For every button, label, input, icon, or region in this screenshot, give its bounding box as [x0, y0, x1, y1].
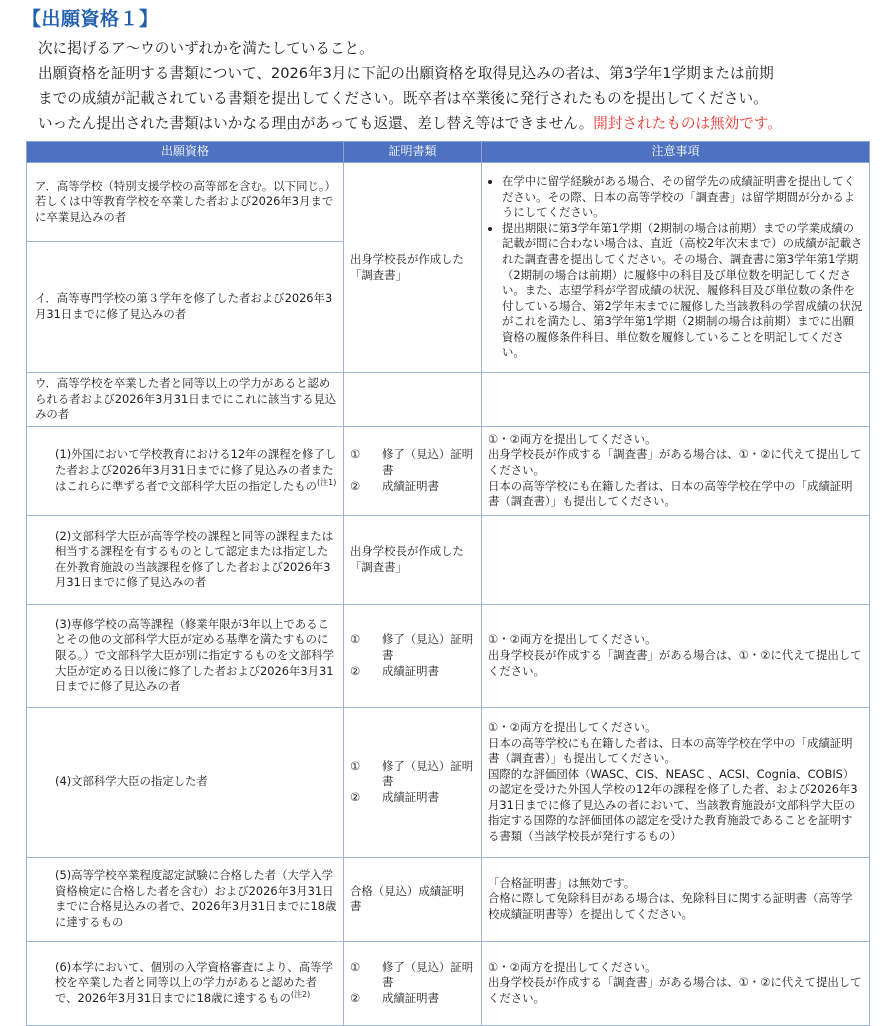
- note-line: 日本の高等学校にも在籍した者は、日本の高等学校在学中の「成績証明書（調査書）」も提出してください。: [488, 735, 853, 766]
- doc-number: ①: [350, 632, 361, 647]
- section-heading: 【出願資格１】: [22, 8, 159, 30]
- doc-label: 修了（見込）証明書: [382, 959, 474, 990]
- qualification-u1-text: (1)外国において学校教育における12年の課程を修了した者および2026年3月31日までに修了見込みの者またはこれらに準ずる者で文部科学大臣の指定したもの: [55, 447, 337, 493]
- qualification-u4: (4)文部科学大臣の指定した者: [27, 707, 344, 857]
- doc-number: ②: [350, 478, 361, 493]
- intro-warning: 開封されたものは無効です。: [593, 115, 782, 132]
- doc-number: ①: [350, 758, 361, 773]
- documents-u6: [344, 941, 482, 1025]
- note-item: • 提出期限に第3学年第1学期（2期制の場合は前期）までの学業成績の記載が間に合わない場合は、直近（高校2年次末まで）の成績が記載された調査書を提出してください。その場合、調査書に第3学年第1学期（2期制の場合は前期）に履修中の科目及び単位数を明記してください。また、志望学科が学習成績の状況、履修科目及び単位数の条件を付している場合、第2学年末までに履修した当該教科の学習成績の状況がこれを満たし、第3学年第1学期（2期制の場合は前期）までに出願資格の履修条件科目、単位数を履修していることを明記してください。: [502, 221, 863, 361]
- footnote-ref: (注1): [317, 477, 337, 487]
- qualification-u5: (5)高等学校卒業程度認定試験に合格した者（大学入学資格検定に合格した者を含む）および2026年3月31日までに合格見込みの者で、2026年3月31日までに18歳に達するもの: [27, 857, 344, 941]
- note-line: ①・②両方を提出してください。: [488, 632, 657, 647]
- table-row: [27, 941, 870, 1025]
- notes-ai: [482, 163, 870, 373]
- doc-label: 修了（見込）証明書: [382, 632, 474, 662]
- qualification-u1: [27, 426, 344, 515]
- note-line: ①・②両方を提出してください。: [488, 431, 657, 446]
- doc-label: 成績証明書: [382, 790, 439, 805]
- note-line: 「合格証明書」は無効です。: [488, 875, 636, 890]
- notes-u3: [482, 604, 870, 707]
- header-documents: 証明書類: [344, 142, 482, 163]
- qualification-u6: [27, 941, 344, 1025]
- footnote-ref: (注2): [290, 990, 311, 1000]
- intro-line-4: [38, 111, 888, 136]
- table-row: [27, 426, 870, 515]
- document-ai: 出身学校長が作成した「調査書」: [344, 163, 482, 373]
- table-row: [27, 857, 870, 941]
- note-line: 日本の高等学校にも在籍した者は、日本の高等学校在学中の「成績証明書（調査書）」も提出してください。: [488, 478, 853, 509]
- note-line: ①・②両方を提出してください。: [488, 959, 657, 974]
- intro-line-1: 次に掲げるア～ウのいずれかを満たしていること。: [38, 40, 374, 57]
- documents-u2: 出身学校長が作成した「調査書」: [344, 515, 482, 604]
- doc-number: ②: [350, 790, 361, 805]
- intro-line-3: までの成績が記載されている書類を提出してください。既卒者は卒業後に発行されたものを提出してください。: [38, 90, 768, 107]
- documents-u1: [344, 426, 482, 515]
- note-line: 出身学校長が作成する「調査書」がある場合は、①・②に代えて提出してください。: [488, 975, 862, 1006]
- table-row: [27, 707, 870, 857]
- doc-label: 修了（見込）証明書: [382, 447, 474, 477]
- documents-u5: 合格（見込）成績証明書: [344, 857, 482, 941]
- note-item: • 在学中に留学経験がある場合、その留学先の成績証明書を提出してください。その際、日本の高等学校の「調査書」は留学期間が分かるようにしてください。: [502, 174, 863, 221]
- note-line: 出身学校長が作成する「調査書」がある場合は、①・②に代えて提出してください。: [488, 647, 862, 678]
- note-line: 合格に際して免除科目がある場合は、免除科目に関する証明書（高等学校成績証明書等）を提出してください。: [488, 891, 853, 922]
- empty-cell: [482, 373, 870, 427]
- table-header-row: [27, 142, 870, 163]
- header-notes: 注意事項: [482, 142, 870, 163]
- qualification-i: イ．高等専門学校の第３学年を修了した者および2026年3月31日までに修了見込みの者: [27, 242, 344, 373]
- header-qualification: 出願資格: [27, 142, 344, 163]
- doc-label: 成績証明書: [382, 991, 439, 1006]
- notes-u4: [482, 707, 870, 857]
- qualification-table: [26, 141, 870, 1026]
- doc-number: ①: [350, 447, 361, 462]
- qualification-u6-text: (6)本学において、個別の入学資格審査により、高等学校を卒業した者と同等以上の学力があると認めた者で、2026年3月31日までに18歳に達するもの: [55, 959, 333, 1006]
- intro-text: [38, 36, 888, 136]
- doc-label: 成績証明書: [382, 663, 439, 678]
- table-row: [27, 163, 870, 242]
- doc-number: ②: [350, 991, 361, 1006]
- qualification-u: ウ．高等学校を卒業した者と同等以上の学力があると認められる者および2026年3月31日までにこれに該当する見込みの者: [27, 373, 344, 427]
- doc-label: 修了（見込）証明書: [382, 758, 474, 789]
- documents-u4: [344, 707, 482, 857]
- note-line: ①・②両方を提出してください。: [488, 719, 657, 734]
- doc-label: 成績証明書: [382, 478, 439, 493]
- intro-line-4-text: いったん提出された書類はいかなる理由があっても返還、差し替え等はできません。: [38, 115, 594, 132]
- documents-u3: [344, 604, 482, 707]
- doc-number: ②: [350, 663, 361, 678]
- note-line: 出身学校長が作成する「調査書」がある場合は、①・②に代えて提出してください。: [488, 447, 862, 477]
- qualification-a: ア．高等学校（特別支援学校の高等部を含む。以下同じ。）若しくは中等教育学校を卒業した者および2026年3月までに卒業見込みの者: [27, 163, 344, 242]
- qualification-u2: (2)文部科学大臣が高等学校の課程と同等の課程または相当する課程を有するものとして認定または指定した在外教育施設の当該課程を修了した者および2026年3月31日までに修了見込みの者: [27, 515, 344, 604]
- note-line: 国際的な評価団体（WASC、CIS、NEASC 、ACSI、Cognia、COBIS）の認定を受けた外国人学校の12年の課程を修了した者、および2026年3月31日までに修了見込みの者において、当該教育施設が文部科学大臣の指定する国際的な評価団体の認定を受けた教育施設であることを証明する書類（当該学校長が発行するもの）: [488, 766, 858, 844]
- notes-u6: [482, 941, 870, 1025]
- notes-u1: [482, 426, 870, 515]
- intro-line-2: 出願資格を証明する書類について、2026年3月に下記の出願資格を取得見込みの者は、第3学年1学期または前期: [38, 65, 774, 82]
- table-row: [27, 373, 870, 427]
- table-row: [27, 604, 870, 707]
- notes-u5: [482, 857, 870, 941]
- empty-cell: [344, 373, 482, 427]
- table-row: [27, 515, 870, 604]
- qualification-u3: (3)専修学校の高等課程（修業年限が3年以上であることその他の文部科学大臣が定める基準を満たすものに限る。）で文部科学大臣が別に指定するものを文部科学大臣が定める日以後に修了した者および2026年3月31日までに修了見込みの者: [27, 604, 344, 707]
- notes-u2: [482, 515, 870, 604]
- doc-number: ①: [350, 959, 361, 974]
